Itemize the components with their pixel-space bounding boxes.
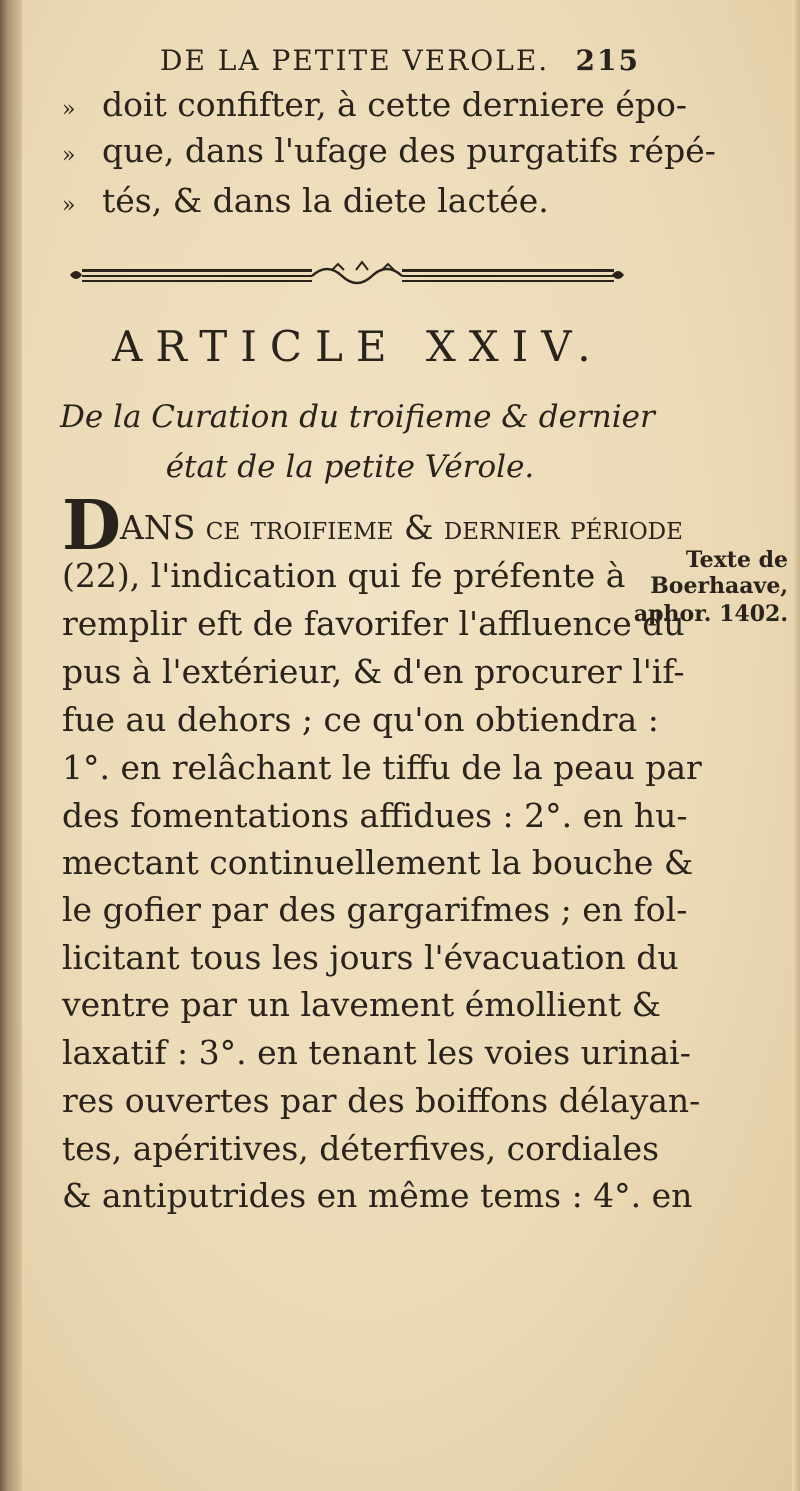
article-subtitle-line: De la Curation du troifieme & dernier bbox=[60, 399, 655, 435]
text-line: le gofier par des gargarifmes ; en fol- bbox=[62, 890, 688, 929]
text-line: tes, apéritives, déterfives, cordiales bbox=[62, 1129, 660, 1168]
text-line: (22), l'indication qui fe préfente à bbox=[62, 556, 626, 595]
margin-note-line: aphor. 1402. bbox=[633, 601, 788, 627]
line-text: tés, & dans la diete lactée. bbox=[102, 181, 549, 220]
text-line: remplir eft de favorifer l'affluence du bbox=[62, 604, 685, 643]
line-text: ANS ce troifieme & dernier période bbox=[120, 508, 683, 547]
article-heading: ARTICLE XXIV. bbox=[112, 322, 604, 371]
drop-cap: D bbox=[62, 486, 121, 566]
text-line bbox=[62, 128, 716, 174]
page-number: 215 bbox=[575, 44, 640, 77]
text-line: mectant continuellement la bouche & bbox=[62, 843, 694, 882]
quote-mark: » bbox=[62, 193, 76, 218]
decorative-rule-ornament bbox=[66, 258, 628, 292]
line-text: que, dans l'ufage des purgatifs répé- bbox=[102, 131, 716, 170]
text-line: 1°. en relâchant le tiffu de la peau par bbox=[62, 748, 702, 787]
article-subtitle-line: état de la petite Vérole. bbox=[165, 449, 535, 485]
page-gutter bbox=[0, 0, 22, 1491]
text-line bbox=[62, 178, 622, 224]
quote-mark: » bbox=[62, 143, 76, 168]
running-title: DE LA PETITE VEROLE. bbox=[160, 44, 550, 77]
quote-mark: » bbox=[62, 97, 76, 122]
text-line: laxatif : 3°. en tenant les voies urinai- bbox=[62, 1033, 691, 1072]
text-line: pus à l'extérieur, & d'en procurer l'if- bbox=[62, 652, 685, 691]
text-line: licitant tous les jours l'évacuation du bbox=[62, 938, 679, 977]
text-line: des fomentations affidues : 2°. en hu- bbox=[62, 796, 688, 835]
text-line: fue au dehors ; ce qu'on obtiendra : bbox=[62, 700, 659, 739]
text-line bbox=[120, 505, 683, 551]
text-line: res ouvertes par des boiffons délayan- bbox=[62, 1081, 701, 1120]
margin-note-line: Boerhaave, bbox=[650, 573, 788, 599]
line-text: doit confifter, à cette derniere épo- bbox=[102, 85, 687, 124]
text-line: & antiputrides en même tems : 4°. en bbox=[62, 1176, 693, 1215]
running-header bbox=[160, 40, 640, 84]
margin-note-line: Texte de bbox=[685, 547, 788, 573]
text-line: ventre par un lavement émollient & bbox=[62, 985, 662, 1024]
text-line bbox=[62, 82, 687, 128]
page-edge bbox=[792, 0, 800, 1491]
